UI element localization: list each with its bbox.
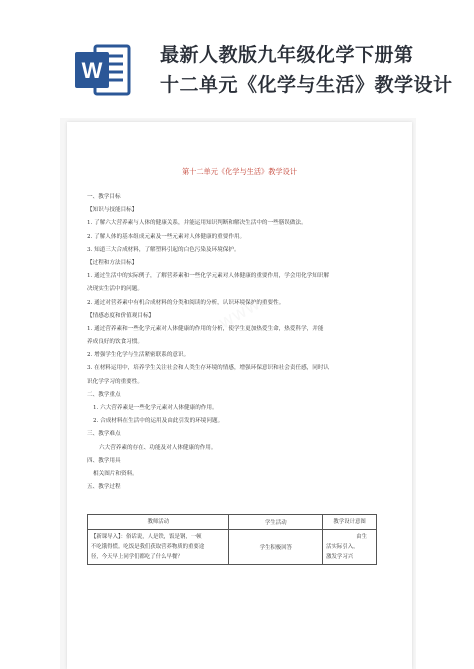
body-line: 二、教学重点 <box>87 391 121 398</box>
cell-line: 激发学习兴 <box>326 554 354 560</box>
table-header: 教学设计意图 <box>323 515 377 530</box>
student-activity-cell: 学生积极回答 <box>229 530 323 565</box>
teaching-process-table <box>87 514 377 565</box>
cell-line: 径，今天早上同学们都吃了什么早餐？ <box>91 554 183 560</box>
body-line: 【情感态度和价值观目标】 <box>87 312 155 319</box>
table-row <box>88 530 377 565</box>
design-intent-cell <box>323 530 377 565</box>
body-line: 养成良好的饮食习惯。 <box>87 339 143 346</box>
body-line: 2. 增强学生化学与生活紧密联系的意识。 <box>87 352 190 359</box>
body-line: 识化学学习的重要性。 <box>87 378 143 385</box>
body-line: 2. 了解人体的基本组成元素及一些元素对人体健康的重要作用。 <box>87 233 246 240</box>
body-line: 1. 通过营养素和一些化学元素对人体健康的作用的分析，使学生更加热爱生命，热爱科学，并能 <box>87 325 324 332</box>
body-line: 相关图片和资料。 <box>93 470 138 477</box>
body-line: 3. 在材料运用中，培养学生关注社会和人类生存环境的情感，增强环保意识和社会责任感，同时认 <box>87 365 330 372</box>
body-line: 1. 通过生活中的实际例子，了解营养素和一些化学元素对人体健康的重要作用，学会用化学知识解 <box>87 273 330 280</box>
body-line: 【过程和方法目标】 <box>87 259 138 266</box>
document-body <box>87 194 397 497</box>
document-title: 第十二单元《化学与生活》教学设计 <box>181 167 297 176</box>
body-line: 【知识与技能目标】 <box>87 207 138 214</box>
body-line: 五、教学过程 <box>87 484 121 491</box>
header-banner <box>0 0 474 118</box>
cell-line: 活实际引入， <box>326 544 359 550</box>
body-line: 四、教学用具 <box>87 457 121 464</box>
body-line: 三、教学难点 <box>87 431 121 438</box>
cell-line: 【新课导入】：俗话说，人是铁，饭是钢，一顿 <box>91 534 202 540</box>
title-line-1: 最新人教版九年级化学下册第 <box>160 44 414 66</box>
body-line: 2. 通过对营养素中有机合成材料的分类和阅读的分析，认识环境保护的重要性。 <box>87 299 285 306</box>
teacher-activity-cell <box>88 530 229 565</box>
body-line: 一、教学目标 <box>87 194 121 200</box>
title-line-2: 十二单元《化学与生活》教学设计 <box>160 74 453 96</box>
body-line: 2. 合成材料在生活中的运用及由此引发的环境问题。 <box>93 418 224 425</box>
table-header: 学生活动 <box>229 515 323 530</box>
logo-letter: W <box>81 58 103 83</box>
body-line: 3. 知道三大合成材料，了解塑料引起的白色污染及环境保护。 <box>87 246 240 253</box>
cell-line: 不吃饿得慌。吃饭是我们获取营养物质的重要途 <box>91 544 205 550</box>
body-line: 1. 六大营养素是一些化学元素对人体健康的作用。 <box>93 405 218 411</box>
table-header-row <box>88 515 377 530</box>
body-line: 决现实生活中的问题。 <box>87 286 143 293</box>
table-header: 教师活动 <box>88 515 229 530</box>
document-page <box>67 122 412 669</box>
cell-line: 由生 <box>356 534 367 540</box>
body-line: 1. 了解六大营养素与人体的健康关系，并能运用知识判断和解决生活中的一些膳误做法。 <box>87 220 307 227</box>
page-title <box>160 40 460 100</box>
body-line: 六大营养素的存在、功能及对人体健康的作用。 <box>99 444 217 451</box>
word-document-icon <box>73 40 133 100</box>
watermark: www. <box>214 291 268 334</box>
